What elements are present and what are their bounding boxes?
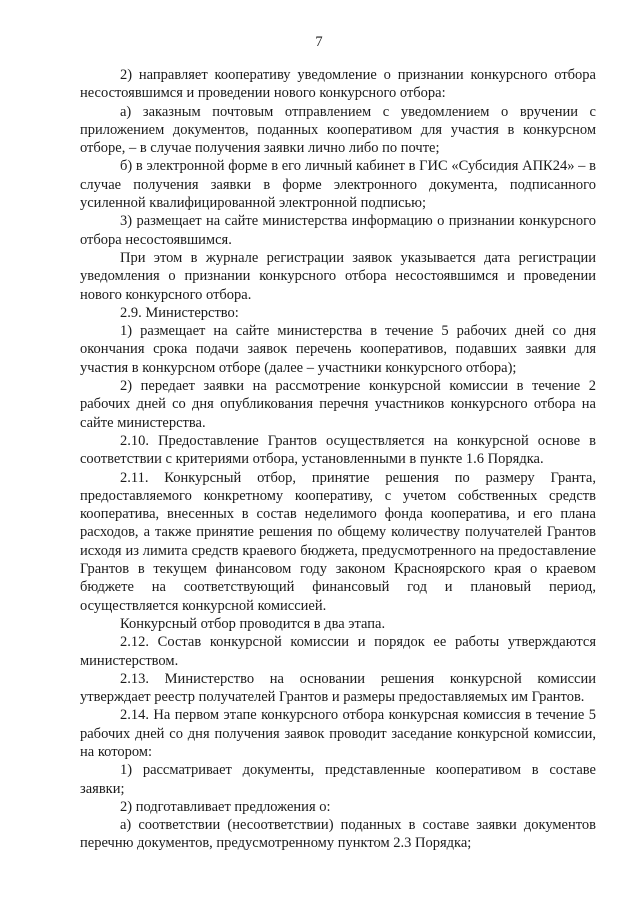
paragraph: а) соответствии (несоответствии) поданных в составе заявки документов перечню документов, предусмотренному пунктом 2.3 Порядка; xyxy=(80,817,596,852)
document-body xyxy=(80,66,596,853)
paragraph: 2) подготавливает предложения о: xyxy=(120,798,331,815)
paragraph: 1) размещает на сайте министерства в течение 5 рабочих дней со дня окончания срока подачи заявок перечень кооперативов, подавших заявки для участия в конкурсном отборе (далее – участники конкурсного отбора); xyxy=(80,323,596,376)
paragraph: Конкурсный отбор проводится в два этапа. xyxy=(120,615,386,632)
paragraph: 2.14. На первом этапе конкурсного отбора конкурсная комиссия в течение 5 рабочих дней со дня получения заявок проводит заседание конкурсной комиссии, на котором: xyxy=(80,707,596,760)
paragraph: б) в электронной форме в его личный кабинет в ГИС «Субсидия АПК24» – в случае получения заявки в форме электронного документа, подписанного усиленной квалифицированной электронной подписью; xyxy=(80,158,596,212)
paragraph: 2) передает заявки на рассмотрение конкурсной комиссии в течение 2 рабочих дней со дня опубликования перечня участников конкурсного отбора на сайте министерства. xyxy=(80,378,596,431)
paragraph: 2.9. Министерство: xyxy=(120,304,239,321)
paragraph: 2) направляет кооперативу уведомление о признании конкурсного отбора несостоявшимся и проведении нового конкурсного отбора: xyxy=(80,67,596,102)
paragraph: 3) размещает на сайте министерства информацию о признании конкурсного отбора несостоявшимся. xyxy=(80,213,596,248)
paragraph: а) заказным почтовым отправлением с уведомлением о вручении с приложением документов, поданных кооперативом для участия в конкурсном отборе, – в случае получения заявки лично либо по почте; xyxy=(80,103,596,157)
paragraph: 2.13. Министерство на основании решения конкурсной комиссии утверждает реестр получателей Грантов и размеры предоставляемых им Грантов. xyxy=(80,670,596,706)
paragraph: 2.12. Состав конкурсной комиссии и порядок ее работы утверждаются министерством. xyxy=(80,634,596,669)
paragraph: При этом в журнале регистрации заявок указывается дата регистрации уведомления о признании конкурсного отбора несостоявшимся и проведении нового конкурсного отбора. xyxy=(80,249,596,303)
paragraph: 2.10. Предоставление Грантов осуществляется на конкурсной основе в соответствии с критериями отбора, установленными в пункте 1.6 Порядка. xyxy=(80,432,596,468)
page-number: 7 xyxy=(315,34,323,50)
paragraph: 1) рассматривает документы, представленные кооперативом в составе заявки; xyxy=(80,762,596,797)
paragraph: 2.11. Конкурсный отбор, принятие решения по размеру Гранта, предоставляемого конкретному кооперативу, с учетом собственных средств кооператива, внесенных в состав неделимого фонда кооператива, и его плана расходов, а также принятие решения по общему количеству получателей Грантов исходя из лимита средств краевого бюджета, предусмотренного на предоставление Грантов в текущем финансовом году законом Красноярского края о краевом бюджете на соответствующий финансовый год и плановый период, осуществляется конкурсной комиссией. xyxy=(80,469,596,614)
